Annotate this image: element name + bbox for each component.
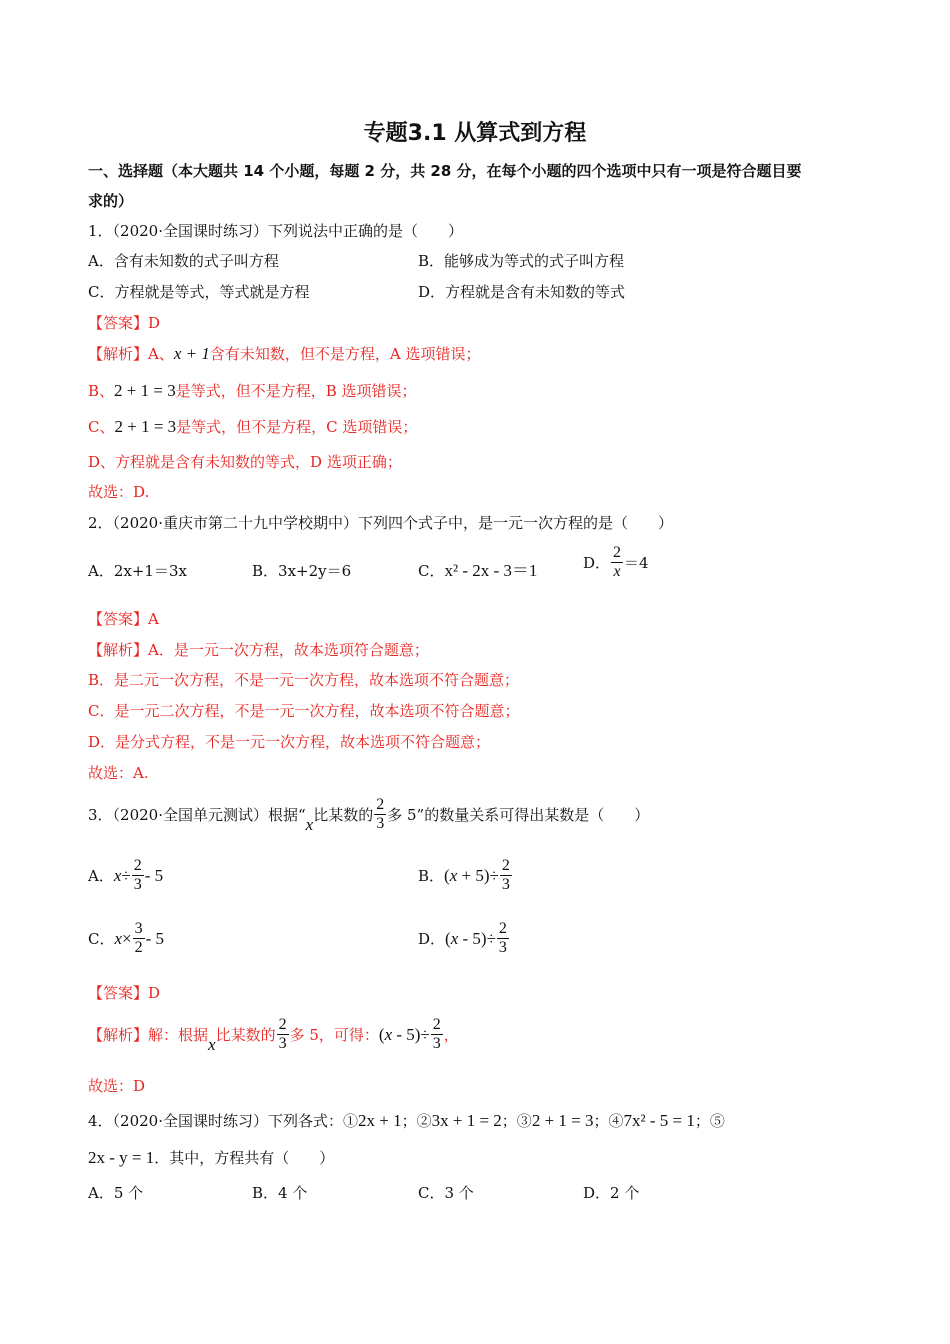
q4-option-c: C．3 个 <box>418 1184 474 1202</box>
q2-option-a: A．2x+1＝3x <box>88 562 187 580</box>
q3-answer: 【答案】D <box>88 984 161 1002</box>
q2-explanation-b: B．是二元一次方程，不是一元一次方程，故本选项不符合题意； <box>88 671 520 689</box>
q1-exp-c-math: 2 + 1 = 3 <box>114 417 177 436</box>
q1-exp-b-math: 2 + 1 = 3 <box>114 381 176 400</box>
q3-stem: 3．（2020·全国单元测试）根据“ x 比某数的 $\frac{2}{3}$ 多 5”的数量关系可得出某数是（ ） <box>88 796 650 834</box>
q2-option-c: C．x² - 2x - 3＝1 <box>418 561 538 580</box>
q2-conclusion: 故选：A. <box>88 764 149 782</box>
q2-explanation-c: C．是一元二次方程，不是一元一次方程，故本选项不符合题意； <box>88 702 520 720</box>
q3-option-b: B． (x + 5)÷ $\frac{2}{3}$ <box>418 857 510 893</box>
q4-option-b: B．4 个 <box>252 1184 308 1202</box>
section-heading-cont: 求的） <box>88 192 134 210</box>
q4-stem-cont: 2x - y = 1．其中，方程共有（ ） <box>88 1148 335 1167</box>
q3-option-c: C． x × $\frac{3}{2}$ - 5 <box>88 920 165 956</box>
q2-stem: 2．（2020·重庆市第二十九中学校期中）下列四个式子中，是一元一次方程的是（ ） <box>88 514 673 532</box>
q2-option-b: B．3x+2y＝6 <box>252 562 352 580</box>
q4-option-a: A．5 个 <box>88 1184 144 1202</box>
q1-option-a: A．含有未知数的式子叫方程 <box>88 252 279 270</box>
q3-option-a: A． x ÷ $\frac{2}{3}$ - 5 <box>88 857 164 893</box>
q1-explanation-b: B、2 + 1 = 3是等式，但不是方程，B 选项错误； <box>88 381 417 400</box>
q1-option-b: B．能够成为等式的式子叫方程 <box>418 252 625 270</box>
q2-explanation-d: D．是分式方程，不是一元一次方程，故本选项不符合题意； <box>88 733 491 751</box>
q3-option-d: D． (x - 5)÷ $\frac{2}{3}$ <box>418 920 507 956</box>
q1-answer: 【答案】D <box>88 314 161 332</box>
q1-option-d: D．方程就是含有未知数的等式 <box>418 283 626 301</box>
q2-answer: 【答案】A <box>88 610 159 628</box>
q1-stem: 1．（2020·全国课时练习）下列说法中正确的是（ ） <box>88 222 463 240</box>
q1-option-c: C．方程就是等式，等式就是方程 <box>88 283 310 301</box>
q1-explanation-c: C、2 + 1 = 3是等式，但不是方程，C 选项错误； <box>88 417 418 436</box>
q3-conclusion: 故选：D <box>88 1077 146 1095</box>
q4-stem: 4．（2020·全国课时练习）下列各式：①2x + 1；②3x + 1 = 2；③2 + 1 = 3；④7x² - 5 = 1；⑤ <box>88 1111 725 1130</box>
q2-explanation-a: 【解析】A．是一元一次方程，故本选项符合题意； <box>88 641 429 659</box>
q1-explanation-d: D、方程就是含有未知数的等式，D 选项正确； <box>88 453 402 471</box>
q1-conclusion: 故选：D. <box>88 483 150 501</box>
q2-option-d: D． $\frac{2}{x}$ ＝4 <box>583 544 649 580</box>
section-heading: 一、选择题（本大题共 14 个小题，每题 2 分，共 28 分，在每个小题的四个选项中只有一项是符合题目要 <box>88 162 802 180</box>
q4-option-d: D．2 个 <box>583 1184 640 1202</box>
q1-explanation-a: 【解析】A、x + 1含有未知数，但不是方程，A 选项错误； <box>88 344 481 363</box>
q2-option-c-math: x² - 2x - 3＝1 <box>444 561 538 580</box>
q1-exp-a-math: x + 1 <box>173 344 210 363</box>
page-title: 专题3.1 从算式到方程 <box>363 121 587 146</box>
q3-explanation: 【解析】解：根据 x 比某数的 $\frac{2}{3}$ 多 5，可得： (x - 5)÷ $\frac{2}{3}$ ， <box>88 1016 459 1054</box>
